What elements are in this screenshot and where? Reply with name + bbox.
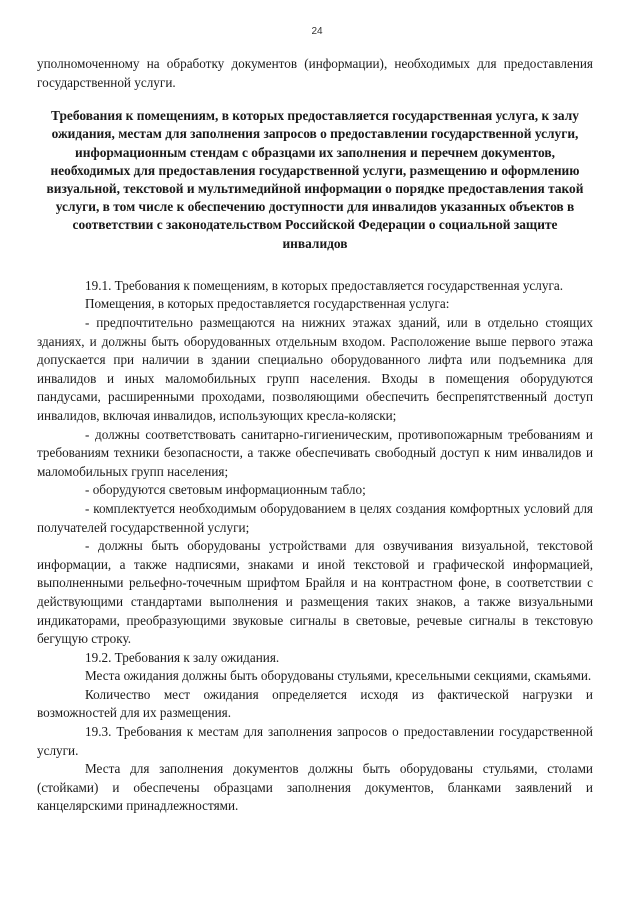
list-item-equipment: - комплектуется необходимым оборудованием в целях создания комфортных условий для получателей государственной услуги; — [37, 500, 593, 535]
paragraph-filling-places: Места для заполнения документов должны быть оборудованы стульями, столами (стойками) и обеспечены образцами заполнения документов, бланками заявлений и канцелярскими принадлежностями. — [37, 761, 593, 814]
paragraph-premises-intro: Помещения, в которых предоставляется государственная услуга: — [85, 296, 450, 312]
list-item-sanitary: - должны соответствовать санитарно-гигиеническим, противопожарным требованиям и требованиям техники безопасности, а также обеспечивать свободный доступ к ним инвалидов и маломобильных групп населения; — [37, 426, 593, 479]
paragraph-19-3: 19.3. Требования к местам для заполнения запросов о предоставлении государственной услуги. — [37, 724, 593, 758]
page-number: 24 — [311, 26, 323, 37]
list-item-light-board: - оборудуются световым информационным табло; — [85, 482, 366, 498]
paragraph-waiting-count: Количество мест ожидания определяется исходя из фактической нагрузки и возможностей для их размещения. — [37, 686, 593, 721]
page-content — [37, 55, 593, 816]
list-item-location: - предпочтительно размещаются на нижних этажах зданий, или в отдельно стоящих зданиях, и должны быть оборудованных отдельным входом. Расположение выше первого этажа допускается при наличии в здании специально оборудованного лифта или подъемника для инвалидов и иных маломобильных групп населения. Входы в помещения оборудуются пандусами, расширенными проходами, позволяющими обеспечить беспрепятственный доступ инвалидов, включая инвалидов, использующих кресла-коляски; — [37, 315, 593, 423]
paragraph-19-2: 19.2. Требования к залу ожидания. — [85, 649, 280, 665]
list-item-accessibility-devices: - должны быть оборудованы устройствами для озвучивания визуальной, текстовой информации, а также надписями, знаками и иной текстовой и графической информацией, выполненными рельефно-точечным шрифтом Брайля и на контрастном фоне, в соответствии с действующими стандартами выполнения и размещения таких знаков, а также визуальными индикаторами, преобразующими звуковые сигналы в световые, речевые сигналы в текстовую бегущую строку. — [37, 538, 593, 647]
paragraph-waiting-seats: Места ожидания должны быть оборудованы стульями, кресельными секциями, скамьями. — [85, 668, 592, 684]
intro-paragraph: уполномоченному на обработку документов (информации), необходимых для предоставления государственной услуги. — [37, 56, 593, 90]
paragraph-19-1: 19.1. Требования к помещениям, в которых предоставляется государственная услуга. — [85, 277, 564, 293]
section-heading: Требования к помещениям, в которых предоставляется государственная услуга, к залу ожидания, местам для заполнения запросов о предоставлении государственной услуги, информационным стендам с образцами их заполнения и перечнем документов, необходимых для предоставления государственной услуги, размещению и оформлению визуальной, текстовой и мультимедийной информации о порядке предоставления такой услуги, в том числе к обеспечению доступности для инвалидов указанных объектов в соответствии с законодательством Российской Федерации о социальной защите инвалидов — [46, 108, 584, 251]
